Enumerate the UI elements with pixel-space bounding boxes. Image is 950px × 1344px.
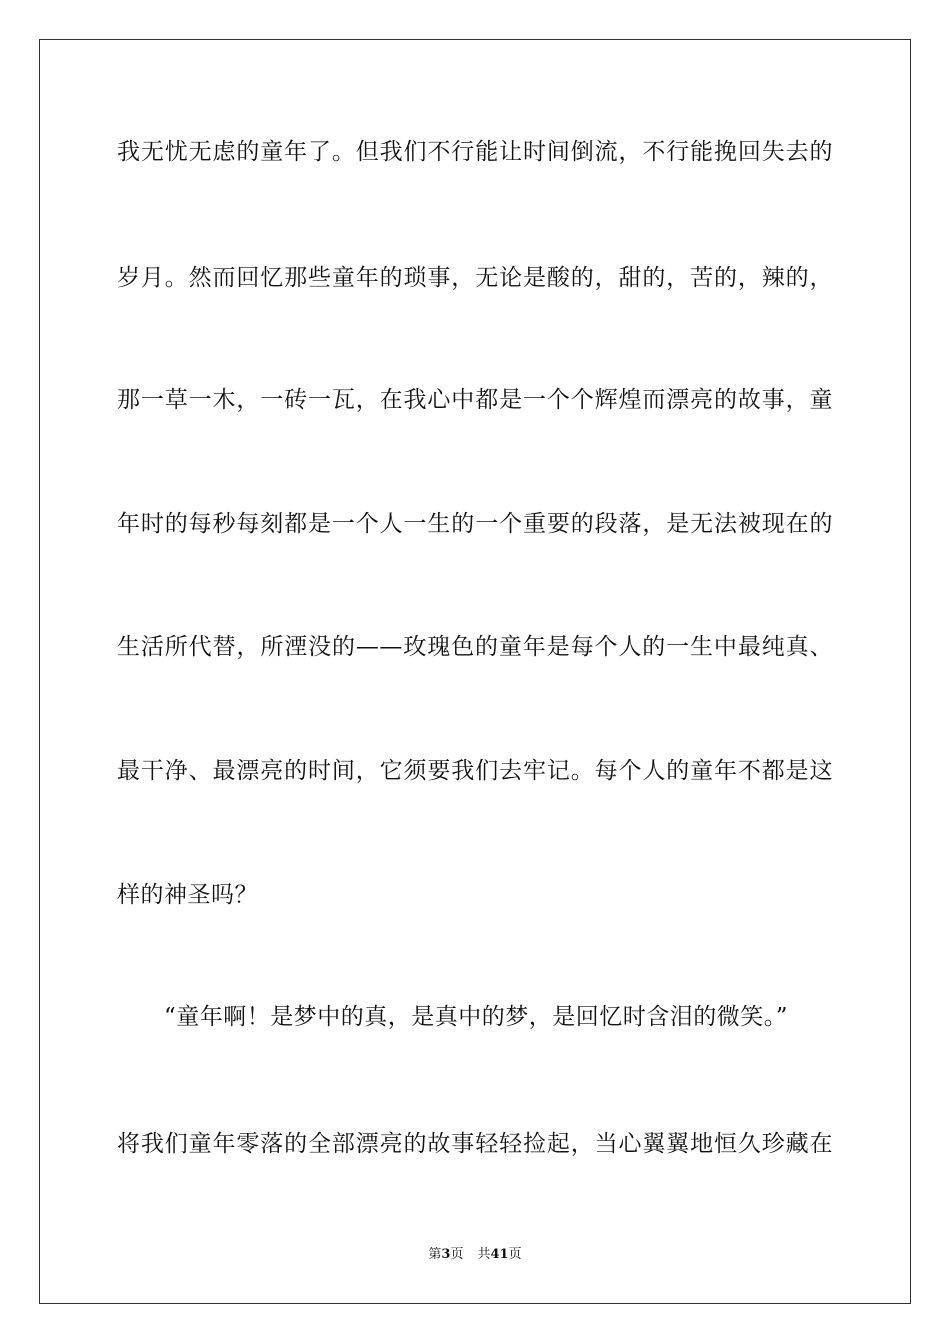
body-line-6: 最干净、最漂亮的时间，它须要我们去牢记。每个人的童年不都是这 <box>117 758 833 784</box>
body-line-1: 我无忧无虑的童年了。但我们不行能让时间倒流，不行能挽回失去的 <box>117 139 833 165</box>
body-line-quote: “童年啊！是梦中的真，是真中的梦，是回忆时含泪的微笑。” <box>164 1004 789 1030</box>
total-suffix: 页 <box>508 1247 522 1262</box>
page-footer <box>0 1246 950 1264</box>
page-prefix: 第 <box>428 1247 442 1262</box>
body-line-5: 生活所代替，所湮没的——玫瑰色的童年是每个人的一生中最纯真、 <box>117 634 833 660</box>
body-line-4: 年时的每秒每刻都是一个人一生的一个重要的段落，是无法被现在的 <box>117 511 833 537</box>
total-prefix: 共 <box>477 1247 491 1262</box>
page-suffix: 页 <box>450 1247 464 1262</box>
body-line-3: 那一草一木，一砖一瓦，在我心中都是一个个辉煌而漂亮的故事，童 <box>117 387 833 413</box>
page-number: 3 <box>441 1247 451 1262</box>
body-line-7: 样的神圣吗？ <box>117 882 258 908</box>
body-line-9: 将我们童年零落的全部漂亮的故事轻轻捡起，当心翼翼地恒久珍藏在 <box>117 1131 833 1157</box>
total-pages: 41 <box>490 1247 509 1262</box>
page-frame <box>39 39 911 1304</box>
body-line-2: 岁月。然而回忆那些童年的琐事，无论是酸的，甜的，苦的，辣的， <box>117 265 833 291</box>
